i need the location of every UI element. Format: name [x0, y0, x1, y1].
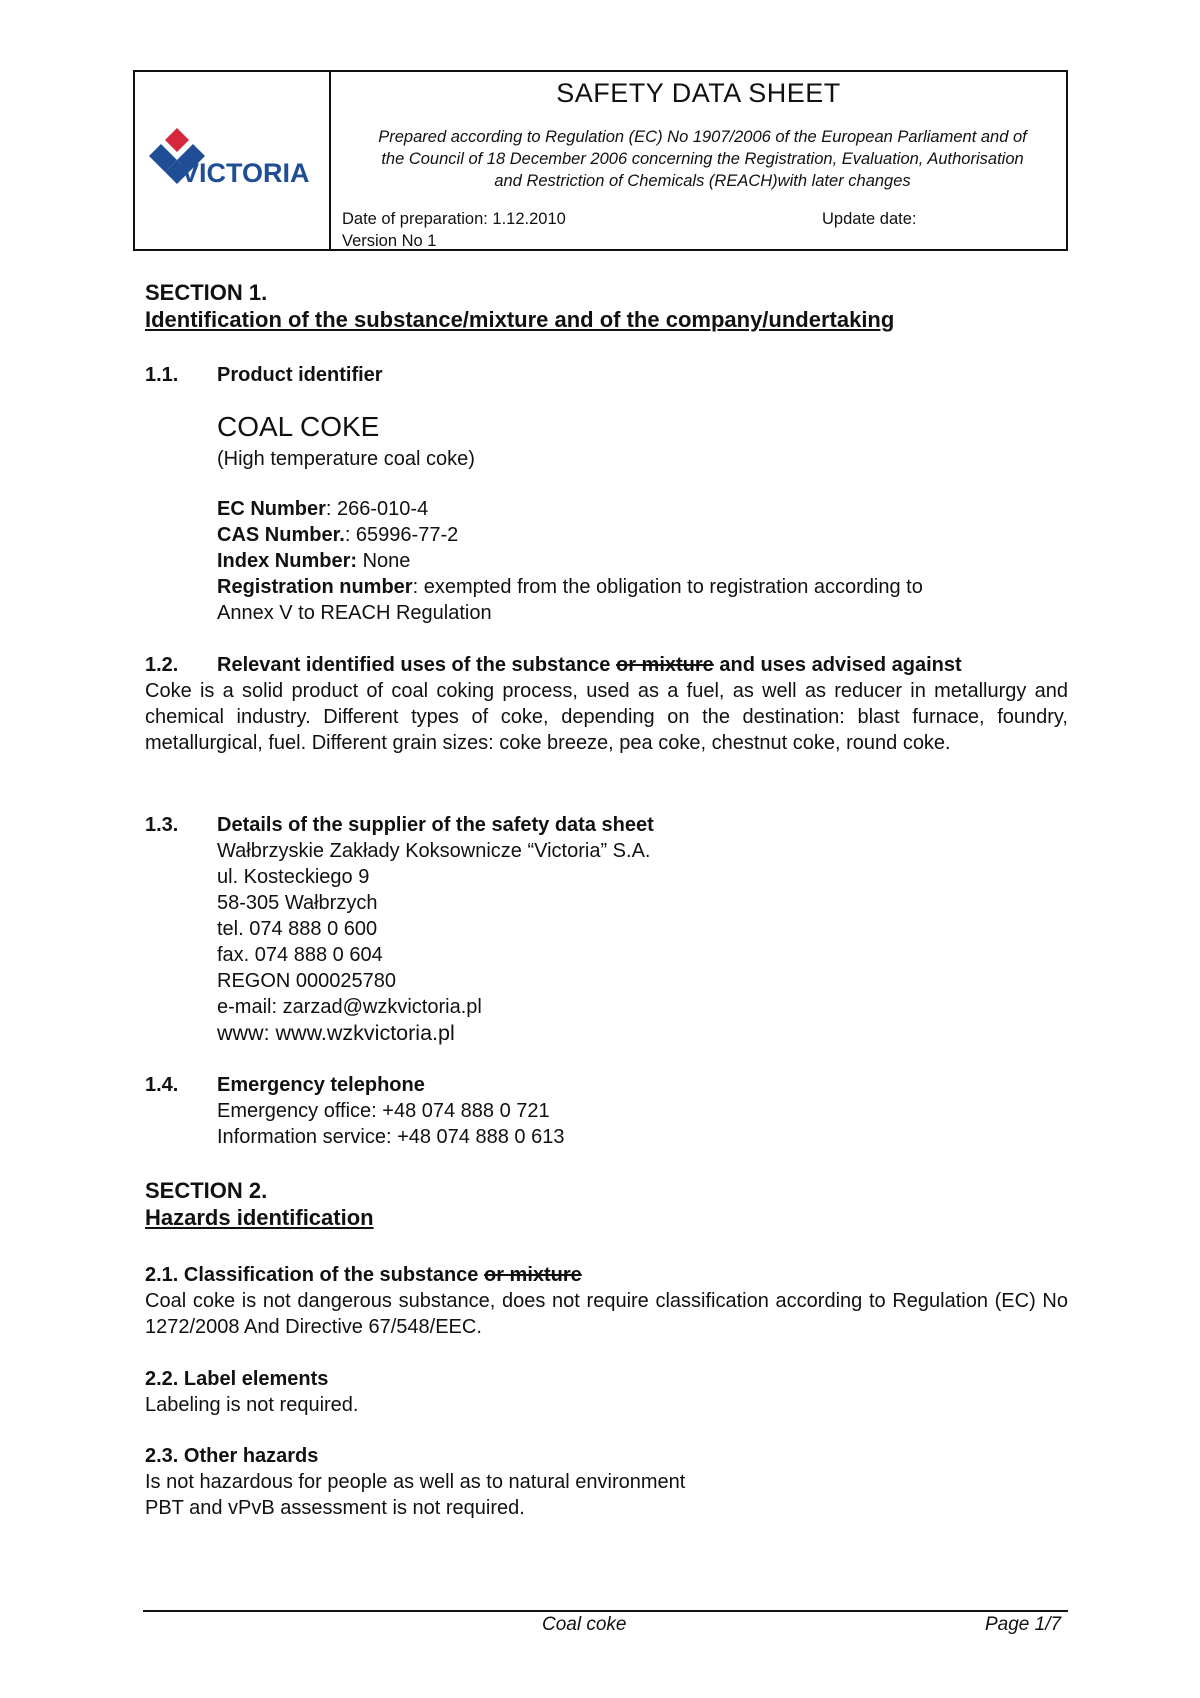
section-2-heading: SECTION 2.	[145, 1178, 268, 1203]
document-title: SAFETY DATA SHEET	[556, 78, 841, 108]
logo-text: VICTORIA	[181, 157, 310, 188]
regulation-line-2: the Council of 18 December 2006 concerning the Registration, Evaluation, Authorisation	[381, 150, 1024, 168]
subsection-1-3-label: Details of the supplier of the safety data sheet	[217, 814, 654, 836]
subsection-1-3-number: 1.3.	[145, 814, 179, 836]
index-number-value: None	[357, 550, 411, 572]
classification-label-a: 2.1. Classification of the substance	[145, 1264, 484, 1286]
supplier-name: Wałbrzyskie Zakłady Koksownicze “Victoria” S.A.	[217, 840, 651, 862]
document-header	[133, 70, 1068, 251]
cas-number	[217, 522, 458, 548]
uses-label-a: Relevant identified uses of the substance	[217, 654, 616, 676]
index-number	[217, 548, 410, 574]
subsection-2-3-label: 2.3. Other hazards	[145, 1445, 319, 1467]
ec-number	[217, 496, 428, 522]
ec-number-value: : 266-010-4	[325, 498, 429, 520]
uses-label-b: and uses advised against	[713, 654, 962, 676]
regulation-note	[345, 126, 1060, 192]
classification-text: Coal coke is not dangerous substance, does not require classification according to Regulation (EC) No 1272/2008 And Directive 67/548/EEC.	[145, 1290, 1068, 1338]
emergency-office: Emergency office: +48 074 888 0 721	[217, 1100, 550, 1122]
cas-number-value: : 65996-77-2	[344, 524, 459, 546]
subsection-2-1-label	[145, 1262, 582, 1288]
footer-page-number: Page 1/7	[985, 1614, 1062, 1635]
section-1-title: Identification of the substance/mixture and of the company/undertaking	[145, 307, 895, 332]
other-hazards-line-2: PBT and vPvB assessment is not required.	[145, 1497, 525, 1519]
supplier-email: e-mail: zarzad@wzkvictoria.pl	[217, 996, 482, 1018]
section-1-heading: SECTION 1.	[145, 280, 268, 305]
subsection-1-1-label: Product identifier	[217, 364, 383, 386]
supplier-regon: REGON 000025780	[217, 970, 397, 992]
label-elements-text: Labeling is not required.	[145, 1394, 359, 1416]
footer-divider	[143, 1610, 1068, 1612]
preparation-date: Date of preparation: 1.12.2010	[342, 210, 566, 228]
ec-number-label: EC Number	[217, 498, 326, 520]
update-date: Update date:	[822, 210, 917, 228]
header-main	[331, 72, 1066, 249]
product-name: COAL COKE	[217, 411, 380, 442]
registration-number	[217, 574, 923, 600]
subsection-2-2-label: 2.2. Label elements	[145, 1368, 329, 1390]
supplier-city: 58-305 Wałbrzych	[217, 892, 378, 914]
footer-document-name: Coal coke	[542, 1614, 627, 1635]
company-logo	[135, 72, 331, 249]
product-description: (High temperature coal coke)	[217, 448, 475, 470]
supplier-phone: tel. 074 888 0 600	[217, 918, 378, 940]
index-number-label: Index Number:	[217, 550, 358, 572]
registration-number-label: Registration number	[217, 576, 413, 598]
information-service: Information service: +48 074 888 0 613	[217, 1126, 565, 1148]
section-2-title: Hazards identification	[145, 1205, 374, 1230]
regulation-line-3: and Restriction of Chemicals (REACH)with later changes	[494, 172, 911, 190]
regulation-line-1: Prepared according to Regulation (EC) No 1907/2006 of the European Parliament and of	[378, 128, 1027, 146]
subsection-1-2-number: 1.2.	[145, 654, 179, 676]
uses-label-struck: or mixture	[615, 654, 714, 676]
subsection-1-1-number: 1.1.	[145, 364, 179, 386]
victoria-logo-icon	[147, 126, 317, 196]
supplier-street: ul. Kosteckiego 9	[217, 866, 370, 888]
cas-number-label: CAS Number.	[217, 524, 345, 546]
supplier-fax: fax. 074 888 0 604	[217, 944, 383, 966]
identified-uses-text: Coke is a solid product of coal coking process, used as a fuel, as well as reducer in metallurgy and chemical industry. Different types of coke, depending on the destination: blast furnace, foundry, metallurgical, fuel. Different grain sizes: coke breeze, pea coke, chestnut coke, round coke.	[145, 680, 1068, 754]
subsection-1-2-label	[217, 652, 962, 678]
subsection-1-4-number: 1.4.	[145, 1074, 179, 1096]
other-hazards-line-1: Is not hazardous for people as well as to natural environment	[145, 1471, 686, 1493]
classification-label-struck: or mixture	[483, 1264, 582, 1286]
registration-note: Annex V to REACH Regulation	[217, 602, 492, 624]
version-number: Version No 1	[342, 232, 437, 250]
subsection-1-4-label: Emergency telephone	[217, 1074, 425, 1096]
registration-number-value: : exempted from the obligation to registration according to	[412, 576, 923, 598]
supplier-website: www: www.wzkvictoria.pl	[217, 1021, 455, 1045]
